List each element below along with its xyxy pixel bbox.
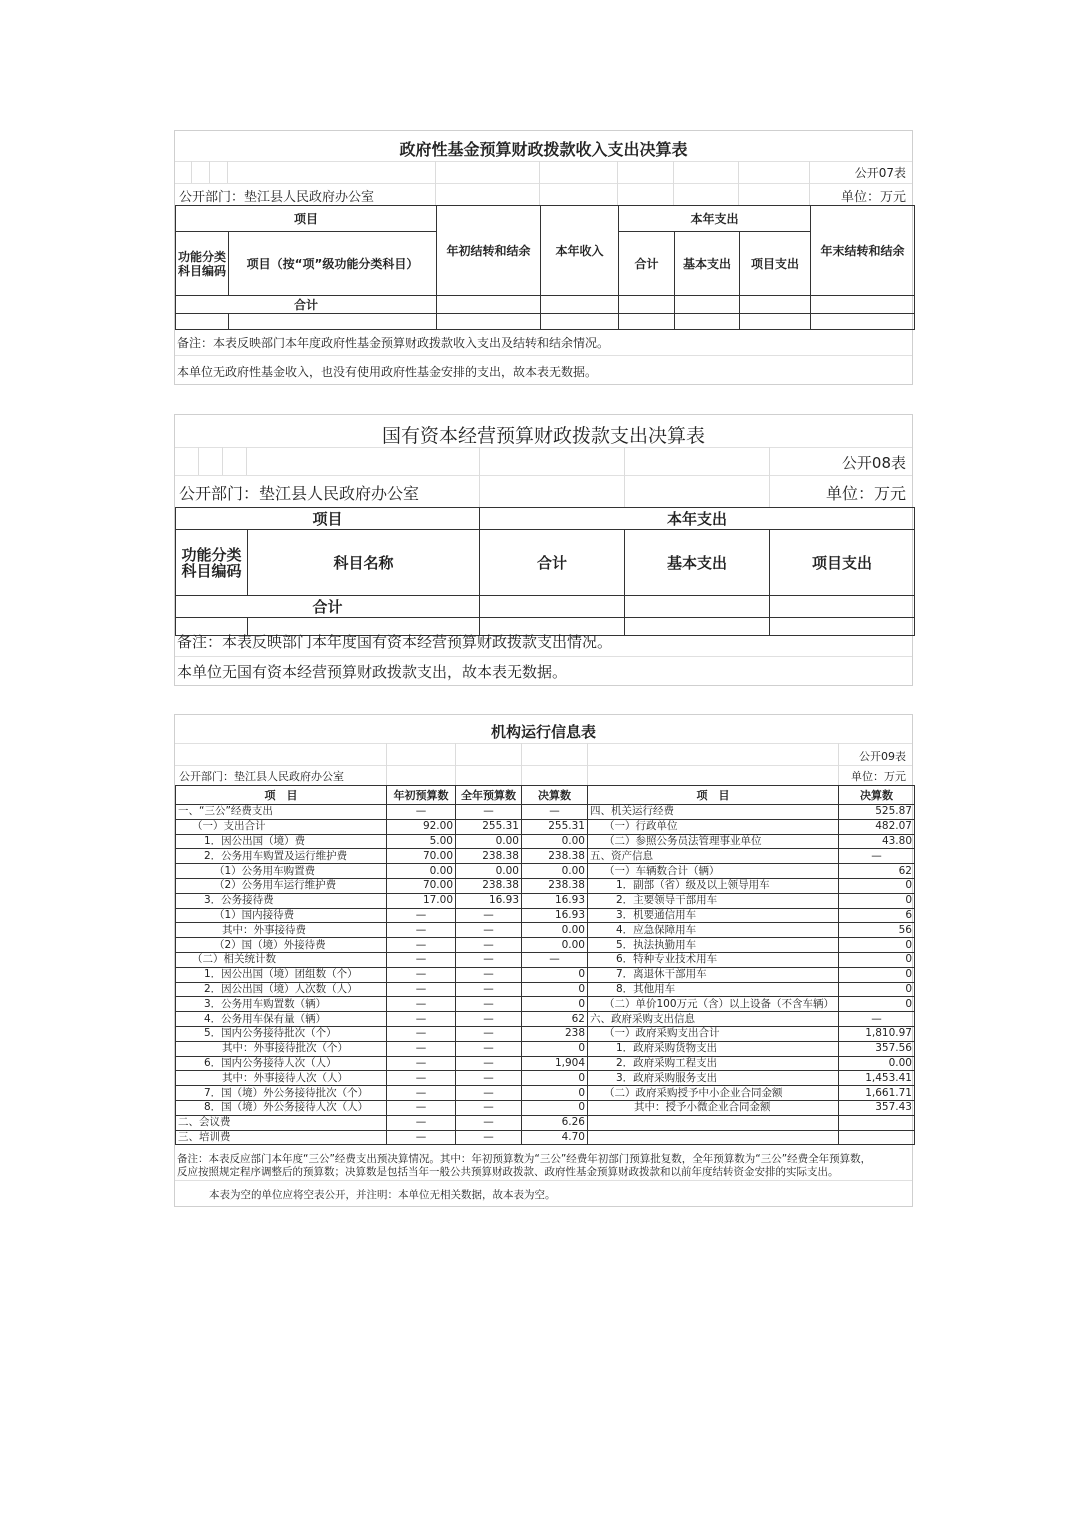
table09-cell: 17.00 (387, 893, 456, 908)
table09-cell: — (456, 1026, 522, 1041)
table07-h-begin: 年初结转和结余 (437, 206, 541, 296)
table09-cell: 255.31 (456, 819, 522, 834)
table09-cell: 其中：授予小微企业合同金额 (588, 1100, 839, 1115)
table09-cell: 3．公务接待费 (176, 893, 387, 908)
table09-cell: — (387, 1041, 456, 1056)
table09-cell: 62 (522, 1012, 588, 1027)
table09-cell: 56 (839, 923, 915, 938)
table09-cell: 4．公务用车保有量（辆） (176, 1012, 387, 1027)
table09-cell: — (387, 923, 456, 938)
table09-cell: 6．国内公务接待人次（人） (176, 1056, 387, 1071)
table-row (176, 908, 915, 923)
table09-cell: — (387, 805, 456, 820)
table09-cell: 0.00 (839, 1056, 915, 1071)
table-row (176, 982, 915, 997)
table07-h-income: 本年收入 (541, 206, 619, 296)
table09-header-cell: 年初预算数 (387, 786, 456, 805)
table09-cell: 0.00 (456, 864, 522, 879)
table09-cell: （二）单价100万元（含）以上设备（不含车辆） (588, 997, 839, 1012)
table09-cell: 2．主要领导干部用车 (588, 893, 839, 908)
table09-cell (588, 1130, 839, 1145)
table09-cell: — (387, 1012, 456, 1027)
table09-cell: 0 (522, 1100, 588, 1115)
table09-cell: 0.00 (522, 938, 588, 953)
table08-h-expense: 本年支出 (480, 508, 915, 530)
table09-cell: 0 (839, 893, 915, 908)
table09-cell: 六、政府采购支出信息 (588, 1012, 839, 1027)
table09-cell: 70.00 (387, 849, 456, 864)
table08-h-code: 功能分类科目编码 (176, 530, 248, 596)
table09-cell: — (387, 1071, 456, 1086)
table09-cell: — (387, 952, 456, 967)
table09-cell: 0 (839, 967, 915, 982)
table09-grid (175, 785, 915, 1145)
table-row (176, 923, 915, 938)
table09-header-cell: 全年预算数 (456, 786, 522, 805)
table09-cell: 0 (522, 1041, 588, 1056)
table09-cell: 2．公务用车购置及运行维护费 (176, 849, 387, 864)
table09-cell: — (456, 1115, 522, 1130)
table09-cell: — (456, 982, 522, 997)
table09-cell: 92.00 (387, 819, 456, 834)
table09-cell: 7．国（境）外公务接待批次（个） (176, 1086, 387, 1101)
table08-title: 国有资本经营预算财政拨款支出决算表 (381, 425, 705, 447)
table09-cell: — (387, 967, 456, 982)
table09-cell: 1．副部（省）级及以上领导用车 (588, 878, 839, 893)
table07-h-projexp: 项目支出 (740, 232, 811, 296)
table09-cell: — (456, 967, 522, 982)
table09-cell: 1,904 (522, 1056, 588, 1071)
table09-note-1: 备注：本表反应部门本年度“三公”经费支出预决算情况。其中：年初预算数为“三公”经费年初部门预算批复数，全年预算数为“三公”经费全年预算数， (177, 1153, 872, 1165)
table09-cell: — (456, 1071, 522, 1086)
table09-section (174, 714, 913, 1207)
table09-title: 机构运行信息表 (490, 723, 596, 741)
table09-header-cell: 项 目 (588, 786, 839, 805)
table09-note-2: 反应按照规定程序调整后的预算数；决算数是包括当年一般公共预算财政拨款、政府性基金预算财政拨款和以前年度结转资金安排的实际支出。 (177, 1166, 839, 1178)
table09-cell: 0 (839, 952, 915, 967)
table09-cell: 5．执法执勤用车 (588, 938, 839, 953)
table-row (176, 1130, 915, 1145)
table09-cell: 7．离退休干部用车 (588, 967, 839, 982)
table09-cell: — (456, 997, 522, 1012)
table08-h-project: 项目 (176, 508, 480, 530)
table09-cell: 2．政府采购工程支出 (588, 1056, 839, 1071)
table07-row-total: 合计 (176, 296, 437, 314)
table09-cell (839, 1115, 915, 1130)
table09-code: 公开09表 (859, 750, 906, 763)
table09-cell: — (456, 1041, 522, 1056)
table09-cell: 8．国（境）外公务接待人次（人） (176, 1100, 387, 1115)
table09-cell: （二）参照公务员法管理事业单位 (588, 834, 839, 849)
table-row (176, 1115, 915, 1130)
table07-h-code: 功能分类科目编码 (176, 232, 229, 296)
table09-cell: 0.00 (456, 834, 522, 849)
table09-cell: 四、机关运行经费 (588, 805, 839, 820)
table09-cell: 238.38 (522, 878, 588, 893)
table09-cell: 其中：外事接待人次（人） (176, 1071, 387, 1086)
table09-unit: 单位：万元 (851, 770, 906, 783)
table09-cell: 其中：外事接待批次（个） (176, 1041, 387, 1056)
table09-note-3: 本表为空的单位应将空表公开，并注明：本单位无相关数据，故本表为空。 (209, 1189, 556, 1201)
table09-cell: （一）政府采购支出合计 (588, 1026, 839, 1041)
table09-cell: 357.56 (839, 1041, 915, 1056)
table09-cell: 五、资产信息 (588, 849, 839, 864)
table09-cell: 8．其他用车 (588, 982, 839, 997)
table09-cell: 16.93 (522, 893, 588, 908)
table09-cell: — (456, 1100, 522, 1115)
table-row (176, 819, 915, 834)
table09-cell: 3．机要通信用车 (588, 908, 839, 923)
table08-row-total: 合计 (176, 596, 480, 618)
table-row (176, 864, 915, 879)
table09-cell: 43.80 (839, 834, 915, 849)
table07-department: 公开部门：垫江县人民政府办公室 (179, 190, 375, 205)
table09-cell: 4.70 (522, 1130, 588, 1145)
table09-header-cell: 决算数 (522, 786, 588, 805)
table09-cell: 0 (839, 938, 915, 953)
table09-cell: 16.93 (522, 908, 588, 923)
table09-header-cell: 决算数 (839, 786, 915, 805)
table09-cell: （一）行政单位 (588, 819, 839, 834)
table09-cell: 6 (839, 908, 915, 923)
table09-cell: — (839, 1012, 915, 1027)
table09-cell: — (387, 1130, 456, 1145)
table09-cell: — (456, 1056, 522, 1071)
table09-cell: 238.38 (456, 878, 522, 893)
table-row (176, 834, 915, 849)
table09-cell: 一、“三公”经费支出 (176, 805, 387, 820)
table-row (176, 805, 915, 820)
table09-cell: 0.00 (522, 864, 588, 879)
table09-cell: — (456, 1130, 522, 1145)
table07-title: 政府性基金预算财政拨款收入支出决算表 (399, 140, 688, 159)
table09-cell: （2）公务用车运行维护费 (176, 878, 387, 893)
table09-cell: 4．应急保障用车 (588, 923, 839, 938)
table09-cell: 0 (522, 1086, 588, 1101)
table09-cell: — (456, 1086, 522, 1101)
table-row (176, 1071, 915, 1086)
table07-h-expense: 本年支出 (619, 206, 811, 232)
table-row (176, 1026, 915, 1041)
table09-cell: 525.87 (839, 805, 915, 820)
table09-cell: 1．政府采购货物支出 (588, 1041, 839, 1056)
table09-cell: 62 (839, 864, 915, 879)
table09-cell: （一）车辆数合计（辆） (588, 864, 839, 879)
table09-cell: 16.93 (456, 893, 522, 908)
table09-cell: — (387, 1056, 456, 1071)
table07-unit: 单位：万元 (840, 190, 906, 205)
table08-department: 公开部门：垫江县人民政府办公室 (179, 484, 420, 503)
table09-cell: 三、培训费 (176, 1130, 387, 1145)
table09-cell: （二）政府采购授予中小企业合同金额 (588, 1086, 839, 1101)
table09-cell: 2．因公出国（境）人次数（人） (176, 982, 387, 997)
table09-cell: — (839, 849, 915, 864)
table09-cell: 238.38 (522, 849, 588, 864)
table09-cell: — (387, 997, 456, 1012)
table09-cell: 357.43 (839, 1100, 915, 1115)
table07-note-1: 备注：本表反映部门本年度政府性基金预算财政拨款收入支出及结转和结余情况。 (177, 336, 610, 350)
table09-cell: （1）国内接待费 (176, 908, 387, 923)
table09-cell (588, 1115, 839, 1130)
table09-cell: 5．国内公务接待批次（个） (176, 1026, 387, 1041)
table08-h-name: 科目名称 (248, 530, 480, 596)
table09-cell: 其中：外事接待费 (176, 923, 387, 938)
table09-cell: — (456, 908, 522, 923)
table08-h-projexp: 项目支出 (770, 530, 915, 596)
table08-section (174, 414, 913, 686)
table08-unit: 单位：万元 (825, 484, 906, 503)
table09-cell: 1,810.97 (839, 1026, 915, 1041)
table09-cell: 0.00 (387, 864, 456, 879)
table09-cell: 3．政府采购服务支出 (588, 1071, 839, 1086)
table09-cell: — (456, 938, 522, 953)
table09-cell (839, 1130, 915, 1145)
table09-cell: — (456, 952, 522, 967)
table09-cell: — (456, 805, 522, 820)
table09-cell: 0 (839, 997, 915, 1012)
table09-cell: — (387, 1026, 456, 1041)
table09-cell: 1．因公出国（境）费 (176, 834, 387, 849)
table09-cell: （二）相关统计数 (176, 952, 387, 967)
table09-cell: 5.00 (387, 834, 456, 849)
table08-note-2: 本单位无国有资本经营预算财政拨款支出，故本表无数据。 (177, 663, 568, 681)
table09-cell: 1,661.71 (839, 1086, 915, 1101)
table09-cell: — (387, 1100, 456, 1115)
table09-cell: 6.26 (522, 1115, 588, 1130)
table09-cell: — (387, 1086, 456, 1101)
table09-cell: — (387, 982, 456, 997)
table09-cell: — (456, 923, 522, 938)
table09-cell: 0 (522, 967, 588, 982)
table-row (176, 997, 915, 1012)
table09-cell: — (522, 952, 588, 967)
table07-h-project: 项目 (176, 206, 437, 232)
table08-code: 公开08表 (841, 454, 906, 472)
table09-cell: 0 (522, 997, 588, 1012)
table09-cell: — (522, 805, 588, 820)
table09-cell: 0.00 (522, 834, 588, 849)
table-row (176, 1100, 915, 1115)
table09-cell: （2）国（境）外接待费 (176, 938, 387, 953)
table07-code: 公开07表 (854, 166, 906, 180)
table09-cell: 238.38 (456, 849, 522, 864)
table08-note-1: 备注：本表反映部门本年度国有资本经营预算财政拨款支出情况。 (177, 633, 613, 651)
table07-note-2: 本单位无政府性基金收入，也没有使用政府性基金安排的支出，故本表无数据。 (177, 365, 598, 379)
table09-cell: （一）支出合计 (176, 819, 387, 834)
table08-h-total: 合计 (480, 530, 625, 596)
table09-cell: — (387, 908, 456, 923)
table07-h-total: 合计 (619, 232, 675, 296)
table-row (176, 893, 915, 908)
table09-cell: — (387, 1115, 456, 1130)
table09-cell: 0 (522, 1071, 588, 1086)
table09-cell: 3．公务用车购置数（辆） (176, 997, 387, 1012)
table09-cell: 238 (522, 1026, 588, 1041)
table09-cell: 0 (839, 878, 915, 893)
table09-cell: 0 (522, 982, 588, 997)
table-row (176, 1012, 915, 1027)
table07-section (174, 130, 913, 385)
table07-h-end: 年末结转和结余 (811, 206, 915, 296)
table-row (176, 952, 915, 967)
table09-cell: 二、会议费 (176, 1115, 387, 1130)
table-row (176, 938, 915, 953)
table09-cell: 255.31 (522, 819, 588, 834)
table-row (176, 967, 915, 982)
table09-cell: 1,453.41 (839, 1071, 915, 1086)
table07-h-name: 项目（按“项”级功能分类科目） (229, 232, 437, 296)
table07-grid (175, 205, 915, 330)
table-row (176, 1086, 915, 1101)
table-row (176, 1041, 915, 1056)
table07-h-basic: 基本支出 (675, 232, 740, 296)
table-row (176, 878, 915, 893)
table09-cell: — (456, 1012, 522, 1027)
table09-cell: 482.07 (839, 819, 915, 834)
table09-cell: 70.00 (387, 878, 456, 893)
table08-h-basic: 基本支出 (625, 530, 770, 596)
table09-cell: 0.00 (522, 923, 588, 938)
table09-cell: — (387, 938, 456, 953)
table-row (176, 849, 915, 864)
table-row (176, 1056, 915, 1071)
table09-cell: （1）公务用车购置费 (176, 864, 387, 879)
table09-cell: 6．特种专业技术用车 (588, 952, 839, 967)
table09-department: 公开部门：垫江县人民政府办公室 (179, 770, 344, 783)
table09-cell: 0 (839, 982, 915, 997)
table09-cell: 1．因公出国（境）团组数（个） (176, 967, 387, 982)
table08-grid (175, 507, 915, 636)
table09-header-cell: 项 目 (176, 786, 387, 805)
